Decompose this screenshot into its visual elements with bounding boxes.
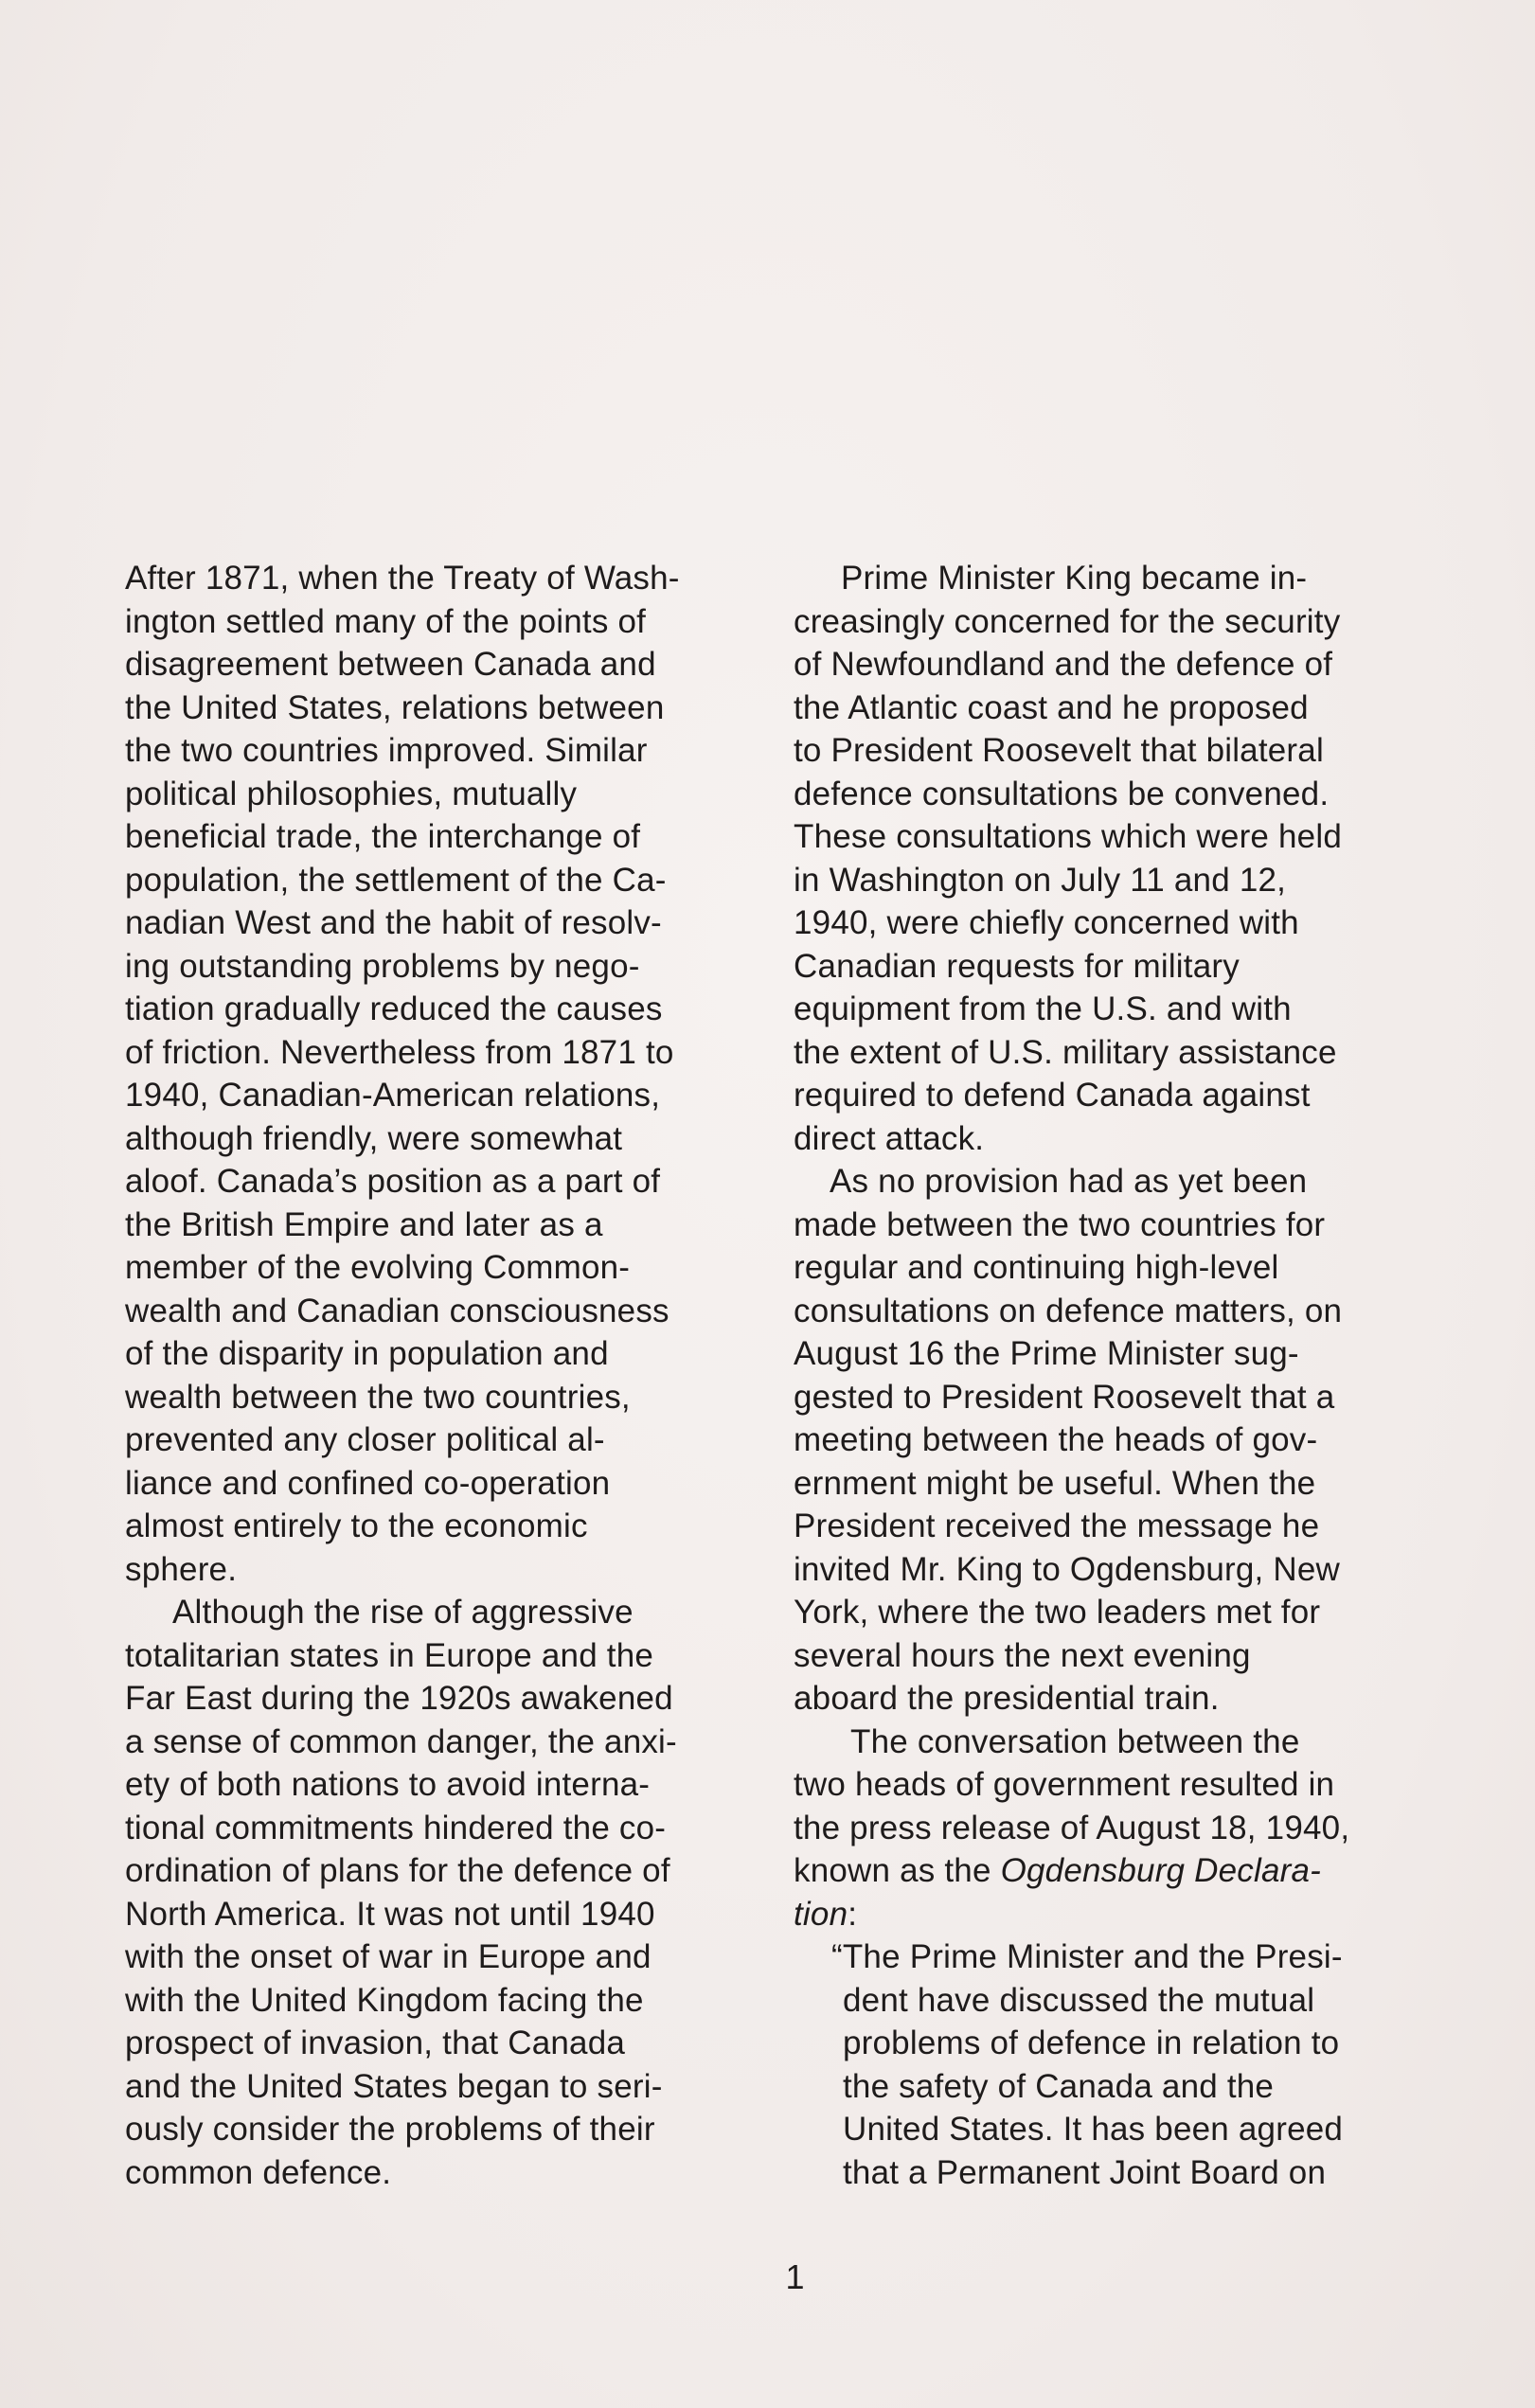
text-line: sphere.	[125, 1550, 238, 1588]
text-line: ously consider the problems of their	[125, 2111, 655, 2148]
text-line: regular and continuing high-level	[794, 1249, 1279, 1286]
text-line: and the United States began to seri-	[125, 2067, 663, 2105]
text-line: although friendly, were somewhat	[125, 1119, 623, 1157]
paragraph-no-provision	[794, 1160, 1434, 1721]
text-line: consultations on defence matters, on	[794, 1292, 1343, 1329]
text-line: of friction. Nevertheless from 1871 to	[125, 1033, 674, 1071]
text-line: direct attack.	[794, 1119, 985, 1157]
text-line: President received the message he	[794, 1507, 1320, 1544]
text-line: aloof. Canada’s position as a part of	[125, 1163, 661, 1200]
text-line: required to defend Canada against	[794, 1077, 1311, 1114]
text-line: a sense of common danger, the anxi-	[125, 1722, 677, 1760]
text-line: prevented any closer political al-	[125, 1421, 605, 1458]
text-line: member of the evolving Common-	[125, 1249, 631, 1286]
text-line: United States. It has been agreed	[843, 2111, 1344, 2148]
text-line: aboard the presidential train.	[794, 1680, 1220, 1717]
declaration-title-italic: tion	[794, 1895, 848, 1933]
text-line	[794, 1893, 1434, 1936]
text-line: several hours the next evening	[794, 1636, 1251, 1674]
text-line: These consultations which were held	[794, 818, 1342, 855]
text-line: invited Mr. King to Ogdensburg, New	[794, 1550, 1341, 1588]
text-line: ety of both nations to avoid interna-	[125, 1766, 651, 1803]
text-line: Prime Minister King became in-	[841, 560, 1308, 597]
text-line: disagreement between Canada and	[125, 646, 656, 683]
text-fragment: known as the	[794, 1852, 1001, 1889]
text-line: Far East during the 1920s awakened	[125, 1680, 673, 1717]
text-line: equipment from the U.S. and with	[794, 990, 1292, 1027]
text-line: tional commitments hindered the co-	[125, 1809, 667, 1846]
text-line: 1940, Canadian-American relations,	[125, 1077, 661, 1114]
text-line: meeting between the heads of gov-	[794, 1421, 1318, 1458]
text-line: the United States, relations between	[125, 688, 665, 726]
text-line: in Washington on July 11 and 12,	[794, 861, 1287, 899]
text-line: ordination of plans for the defence of	[125, 1852, 670, 1889]
text-line: ington settled many of the points of	[125, 602, 647, 640]
text-line: beneficial trade, the interchange of	[125, 818, 641, 855]
text-line: As no provision had as yet been	[830, 1163, 1308, 1200]
text-line: dent have discussed the mutual	[843, 1981, 1315, 2019]
text-line: with the onset of war in Europe and	[125, 1938, 651, 1975]
paragraph-conversation	[794, 1721, 1434, 1936]
text-line: North America. It was not until 1940	[125, 1895, 655, 1933]
text-line: wealth between the two countries,	[125, 1378, 631, 1416]
text-line: ernment might be useful. When the	[794, 1464, 1316, 1502]
text-line: made between the two countries for	[794, 1205, 1326, 1243]
text-line: gested to President Roosevelt that a	[794, 1378, 1335, 1416]
text-line: the British Empire and later as a	[125, 1205, 603, 1243]
text-line: of Newfoundland and the defence of	[794, 646, 1333, 683]
text-line: liance and confined co-operation	[125, 1464, 611, 1502]
page-number: 1	[785, 2257, 805, 2296]
text-line: of the disparity in population and	[125, 1335, 609, 1372]
text-line: tiation gradually reduced the causes	[125, 990, 663, 1027]
right-column	[794, 557, 1434, 2194]
text-line: population, the settlement of the Ca-	[125, 861, 667, 899]
text-line: Although the rise of aggressive	[172, 1594, 634, 1631]
text-line: creasingly concerned for the security	[794, 602, 1341, 640]
text-line: prospect of invasion, that Canada	[125, 2025, 626, 2061]
text-line: the two countries improved. Similar	[125, 732, 648, 769]
text-fragment: :	[848, 1895, 858, 1933]
text-line: York, where the two leaders met for	[794, 1594, 1321, 1631]
text-line: with the United Kingdom facing the	[125, 1981, 644, 2019]
text-line: totalitarian states in Europe and the	[125, 1636, 654, 1674]
text-line: to President Roosevelt that bilateral	[794, 732, 1324, 769]
text-line: the press release of August 18, 1940,	[794, 1809, 1350, 1846]
left-column	[125, 557, 767, 2194]
paragraph-treaty-of-washington	[125, 557, 767, 1591]
text-line: The conversation between the	[850, 1722, 1300, 1760]
paragraph-prime-minister-king	[794, 557, 1434, 1160]
text-line: the Atlantic coast and he proposed	[794, 688, 1309, 726]
text-line: 1940, were chiefly concerned with	[794, 904, 1299, 941]
text-line: the safety of Canada and the	[843, 2067, 1275, 2105]
paragraph-totalitarian-states	[125, 1591, 767, 2194]
text-line: defence consultations be convened.	[794, 775, 1330, 812]
text-line: wealth and Canadian consciousness	[125, 1292, 669, 1329]
text-line: two heads of government resulted in	[794, 1766, 1335, 1803]
text-line: Canadian requests for military	[794, 947, 1240, 985]
declaration-quote	[794, 1935, 1434, 2194]
text-line: that a Permanent Joint Board on	[843, 2153, 1327, 2191]
text-line: After 1871, when the Treaty of Wash-	[125, 560, 680, 597]
text-line: “The Prime Minister and the Presi-	[831, 1938, 1343, 1975]
text-line	[794, 1849, 1434, 1893]
text-line: nadian West and the habit of resolv-	[125, 904, 662, 941]
text-line: ing outstanding problems by nego-	[125, 947, 640, 985]
text-line: common defence.	[125, 2153, 392, 2191]
declaration-title-italic: Ogdensburg Declara-	[1000, 1852, 1321, 1889]
text-line: the extent of U.S. military assistance	[794, 1033, 1337, 1071]
text-line: political philosophies, mutually	[125, 775, 578, 812]
text-line: August 16 the Prime Minister sug-	[794, 1335, 1299, 1372]
text-line: problems of defence in relation to	[843, 2025, 1340, 2061]
text-line: almost entirely to the economic	[125, 1507, 588, 1544]
